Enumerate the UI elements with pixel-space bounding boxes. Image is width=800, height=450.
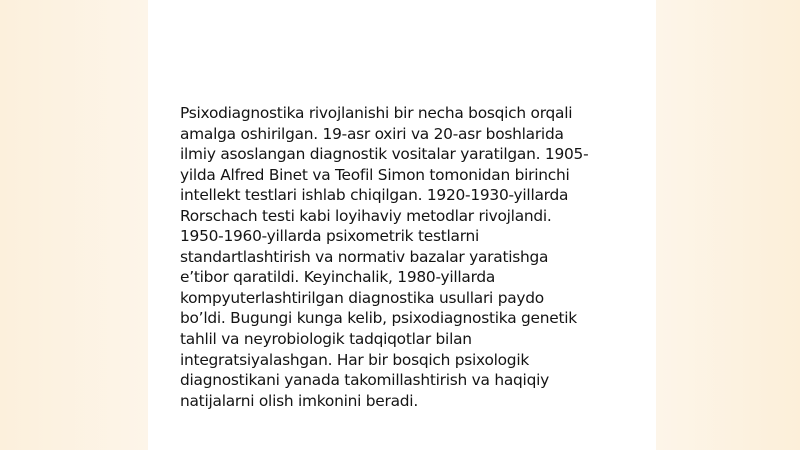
background-left-margin [0,0,148,450]
background-right-margin [656,0,800,450]
document-page [148,0,656,450]
body-paragraph: Psixodiagnostika rivojlanishi bir necha bosqich orqali amalga oshirilgan. 19-asr oxiri va 20-asr boshlarida ilmiy asoslangan diagnostik vositalar yaratilgan. 1905- yilda Alfred Binet va Teofil Simon tomonidan birinchi intellekt testlari ishlab chiqilgan. 1920-1930-yillarda Rorschach testi kabi loyihaviy metodlar rivojlandi. 1950-1960-yillarda psixometrik testlarni standartlashtirish va normativ bazalar yaratishga e’tibor qaratildi. Keyinchalik, 1980-yillarda kompyuterlashtirilgan diagnostika usullari paydo bo’ldi. Bugungi kunga kelib, psixodiagnostika genetik tahlil va neyrobiologik tadqiqotlar bilan integratsiyalashgan. Har bir bosqich psixologik diagnostikani yanada takomillashtirish va haqiqiy natijalarni olish imkonini beradi. [180,104,589,410]
